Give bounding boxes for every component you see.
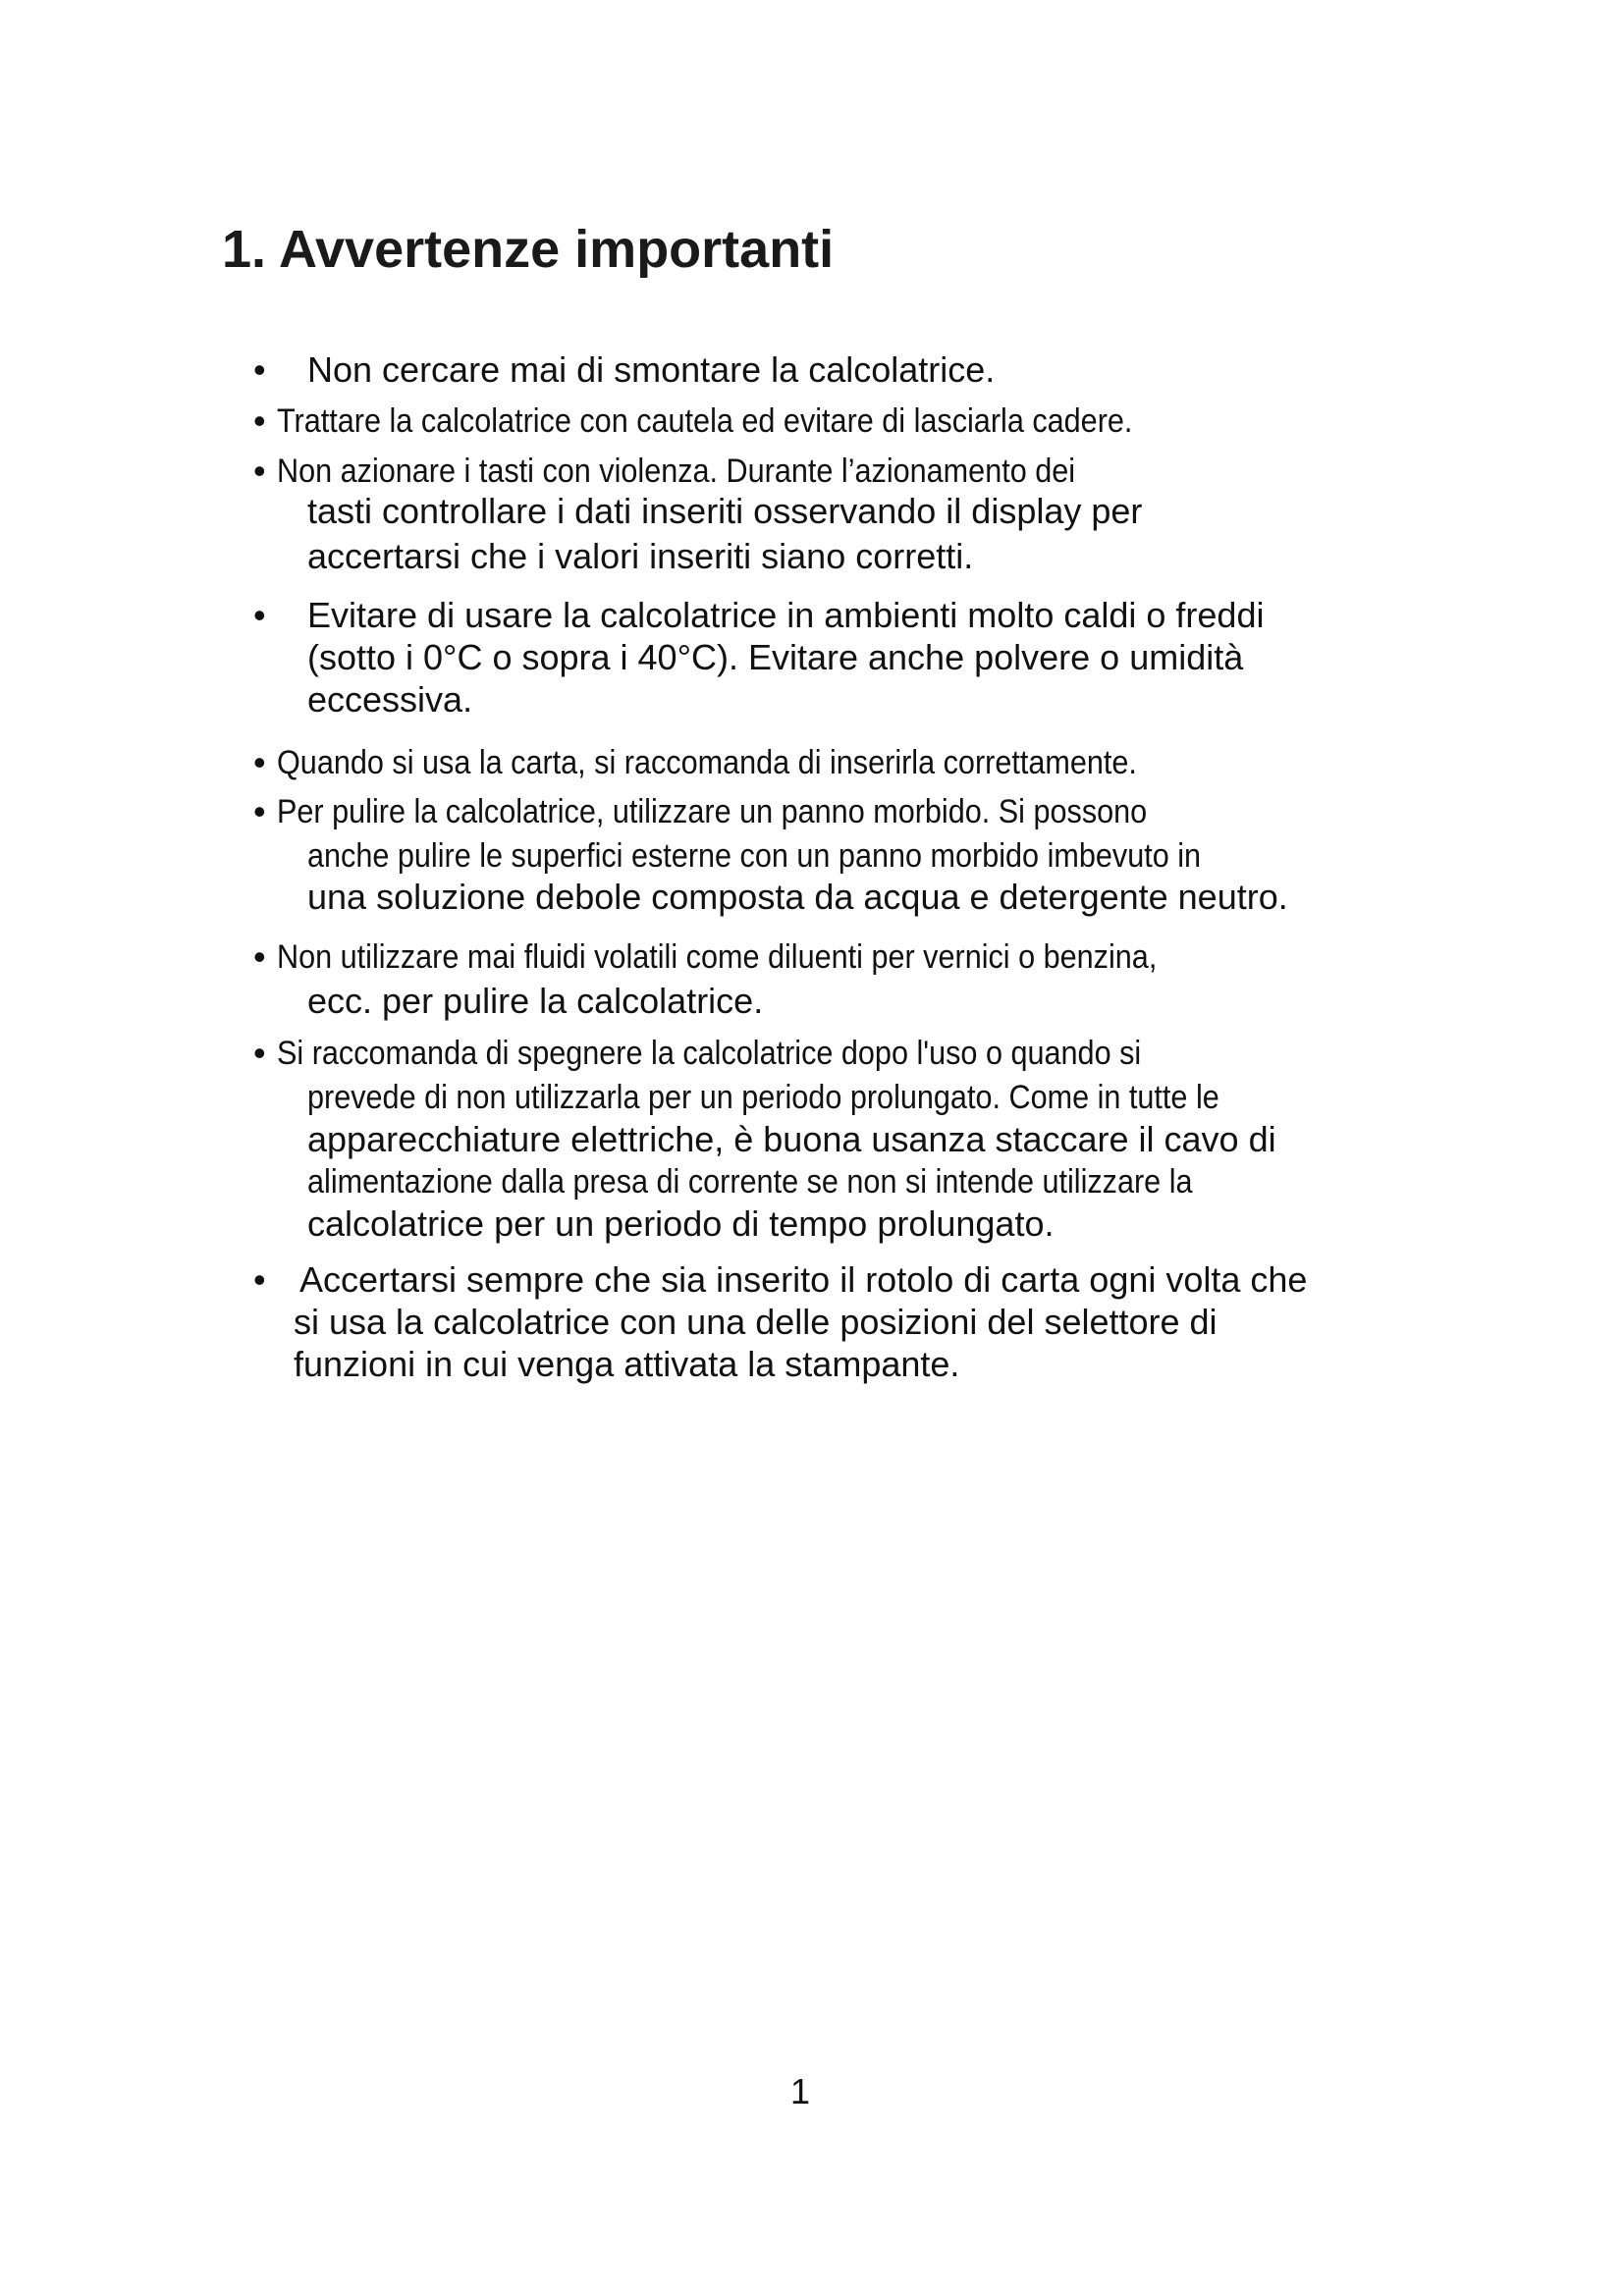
bullet-icon: • — [253, 742, 266, 782]
list-item-line: calcolatrice per un periodo di tempo prolungato. — [307, 1203, 1055, 1244]
bullet-icon: • — [253, 791, 266, 831]
list-item-line: funzioni in cui venga attivata la stampante. — [294, 1344, 960, 1384]
list-item-line: ecc. per pulire la calcolatrice. — [307, 981, 764, 1021]
list-item-line: Quando si usa la carta, si raccomanda di inserirla correttamente. — [277, 744, 1137, 781]
list-item-line: Si raccomanda di spegnere la calcolatrice dopo l'uso o quando si — [277, 1035, 1142, 1072]
list-item-line: una soluzione debole composta da acqua e detergente neutro. — [307, 877, 1288, 917]
list-item-line: anche pulire le superfici esterne con un panno morbido imbevuto in — [307, 837, 1202, 875]
bullet-icon: • — [253, 400, 266, 441]
list-item-line: Per pulire la calcolatrice, utilizzare un panno morbido. Si possono — [277, 793, 1148, 830]
list-item-line: Accertarsi sempre che sia inserito il rotolo di carta ogni volta che — [299, 1259, 1308, 1300]
bullet-icon: • — [253, 349, 266, 390]
bullet-icon: • — [253, 451, 266, 491]
list-item-line: Evitare di usare la calcolatrice in ambienti molto caldi o freddi — [307, 595, 1265, 635]
list-item-line: alimentazione dalla presa di corrente se non si intende utilizzare la — [307, 1163, 1193, 1201]
list-item-line: (sotto i 0°C o sopra i 40°C). Evitare anche polvere o umidità — [307, 637, 1244, 677]
list-item-line: Non utilizzare mai fluidi volatili come diluenti per vernici o benzina, — [277, 938, 1158, 976]
list-item-line: eccessiva. — [307, 679, 473, 720]
bullet-icon: • — [253, 1033, 266, 1073]
page-title: 1. Avvertenze importanti — [222, 220, 835, 279]
list-item-line: apparecchiature elettriche, è buona usanza staccare il cavo di — [307, 1119, 1276, 1159]
page-number: 1 — [789, 2071, 811, 2111]
list-item-line: tasti controllare i dati inseriti osservando il display per — [307, 491, 1143, 531]
bullet-icon: • — [253, 1259, 266, 1300]
list-item-line: prevede di non utilizzarla per un periodo prolungato. Come in tutte le — [307, 1079, 1219, 1116]
list-item-line: si usa la calcolatrice con una delle posizioni del selettore di — [294, 1302, 1218, 1342]
list-item-line: Trattare la calcolatrice con cautela ed evitare di lasciarla cadere. — [277, 402, 1133, 440]
list-item-line: Non cercare mai di smontare la calcolatrice. — [307, 349, 996, 390]
list-item-line: accertarsi che i valori inseriti siano corretti. — [307, 536, 974, 576]
bullet-icon: • — [253, 595, 266, 635]
bullet-icon: • — [253, 936, 266, 977]
list-item-line: Non azionare i tasti con violenza. Durante l’azionamento dei — [277, 453, 1076, 490]
